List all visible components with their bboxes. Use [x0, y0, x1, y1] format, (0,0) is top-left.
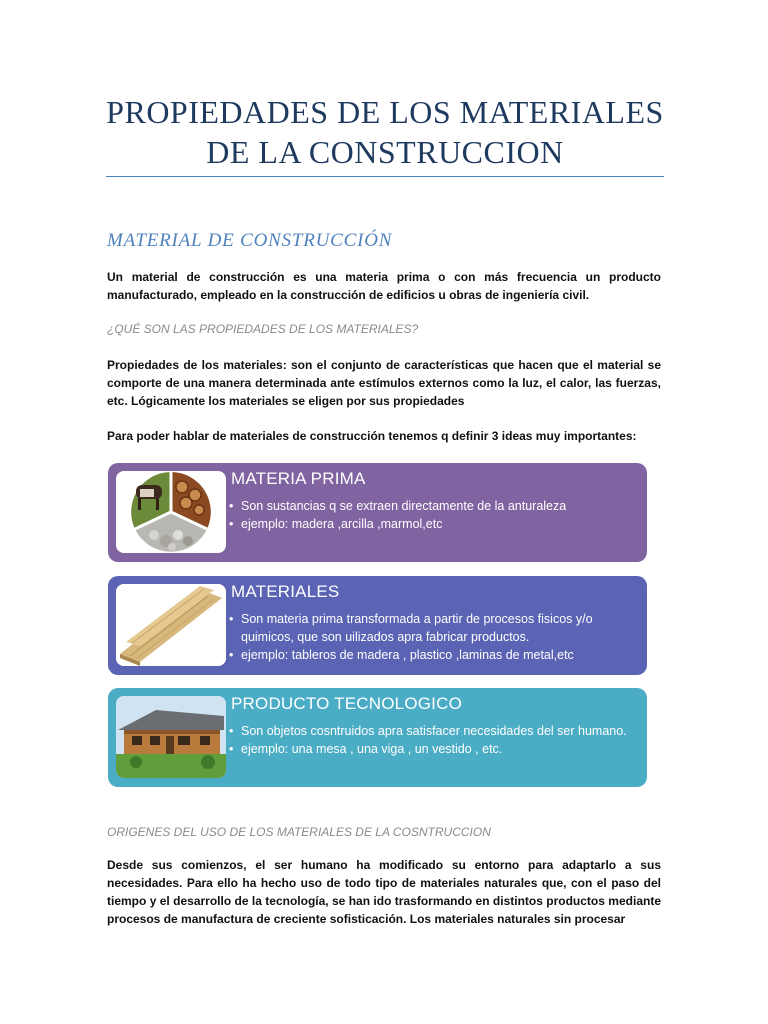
bullet-item: • ejemplo: una mesa , una viga , un vestido , etc.	[229, 740, 634, 758]
title-line-2: DE LA CONSTRUCCION	[206, 134, 564, 170]
card-producto-tecnologico	[108, 688, 647, 787]
bullet-list-materiales	[229, 610, 634, 664]
section-heading-material: MATERIAL DE CONSTRUCCIÓN	[107, 230, 393, 251]
paragraph-material-definition: Un material de construcción es una materia prima o con más frecuencia un producto manufacturado, empleado en la construcción de edificios u obras de ingeniería civil.	[107, 270, 661, 302]
wood-planks-icon	[116, 584, 226, 666]
bullet-item: • Son sustancias q se extraen directamente de la anturaleza	[229, 497, 634, 515]
bullet-list-materia-prima	[229, 497, 634, 533]
paragraph-properties: Propiedades de los materiales: son el conjunto de características que hacen que el material se comporte de una manera determinada ante estímulos externos como la luz, el calor, las fuerzas, etc. Lógicamente los materiales se eligen por sus propiedades	[107, 358, 661, 408]
subheading-origins: ORIGENES DEL USO DE LOS MATERIALES DE LA COSNTRUCCION	[107, 825, 491, 839]
subheading-properties: ¿QUÉ SON LAS PROPIEDADES DE LOS MATERIALES?	[107, 322, 419, 336]
paragraph-three-ideas: Para poder hablar de materiales de construcción tenemos q definir 3 ideas muy importantes:	[107, 429, 637, 443]
title-line-1: PROPIEDADES DE LOS MATERIALES	[106, 94, 664, 130]
paragraph-origins: Desde sus comienzos, el ser humano ha modificado su entorno para adaptarlo a sus necesidades. Para ello ha hecho uso de todo tipo de materiales naturales que, con el paso del tiempo y el desarrollo de la tecnología, se han ido trasformando en distintos productos mediante procesos de manufactura de creciente sofisticación. Los materiales naturales sin procesar	[107, 858, 661, 926]
card-materiales	[108, 576, 647, 675]
wooden-house-icon	[116, 696, 226, 778]
title-divider	[106, 176, 664, 177]
card-title-producto-tecnologico: PRODUCTO TECNOLOGICO	[231, 694, 463, 713]
bullet-item: • Son materia prima transformada a partir de procesos fisicos y/o quimicos, que son uilizados apra fabricar productos.	[229, 610, 634, 646]
bullet-item: • ejemplo: tableros de madera , plastico ,laminas de metal,etc	[229, 646, 634, 664]
wood-planks-image	[116, 584, 226, 666]
bullet-list-producto-tecnologico	[229, 722, 634, 758]
raw-materials-collage-icon	[116, 471, 226, 553]
card-materia-prima	[108, 463, 647, 562]
card-title-materiales: MATERIALES	[231, 582, 340, 601]
bullet-item: • Son objetos cosntruidos apra satisfacer necesidades del ser humano.	[229, 722, 634, 740]
document-title	[106, 92, 664, 172]
card-title-materia-prima: MATERIA PRIMA	[231, 469, 366, 488]
bullet-item: • ejemplo: madera ,arcilla ,marmol,etc	[229, 515, 634, 533]
wooden-house-image	[116, 696, 226, 778]
raw-materials-image	[116, 471, 226, 553]
